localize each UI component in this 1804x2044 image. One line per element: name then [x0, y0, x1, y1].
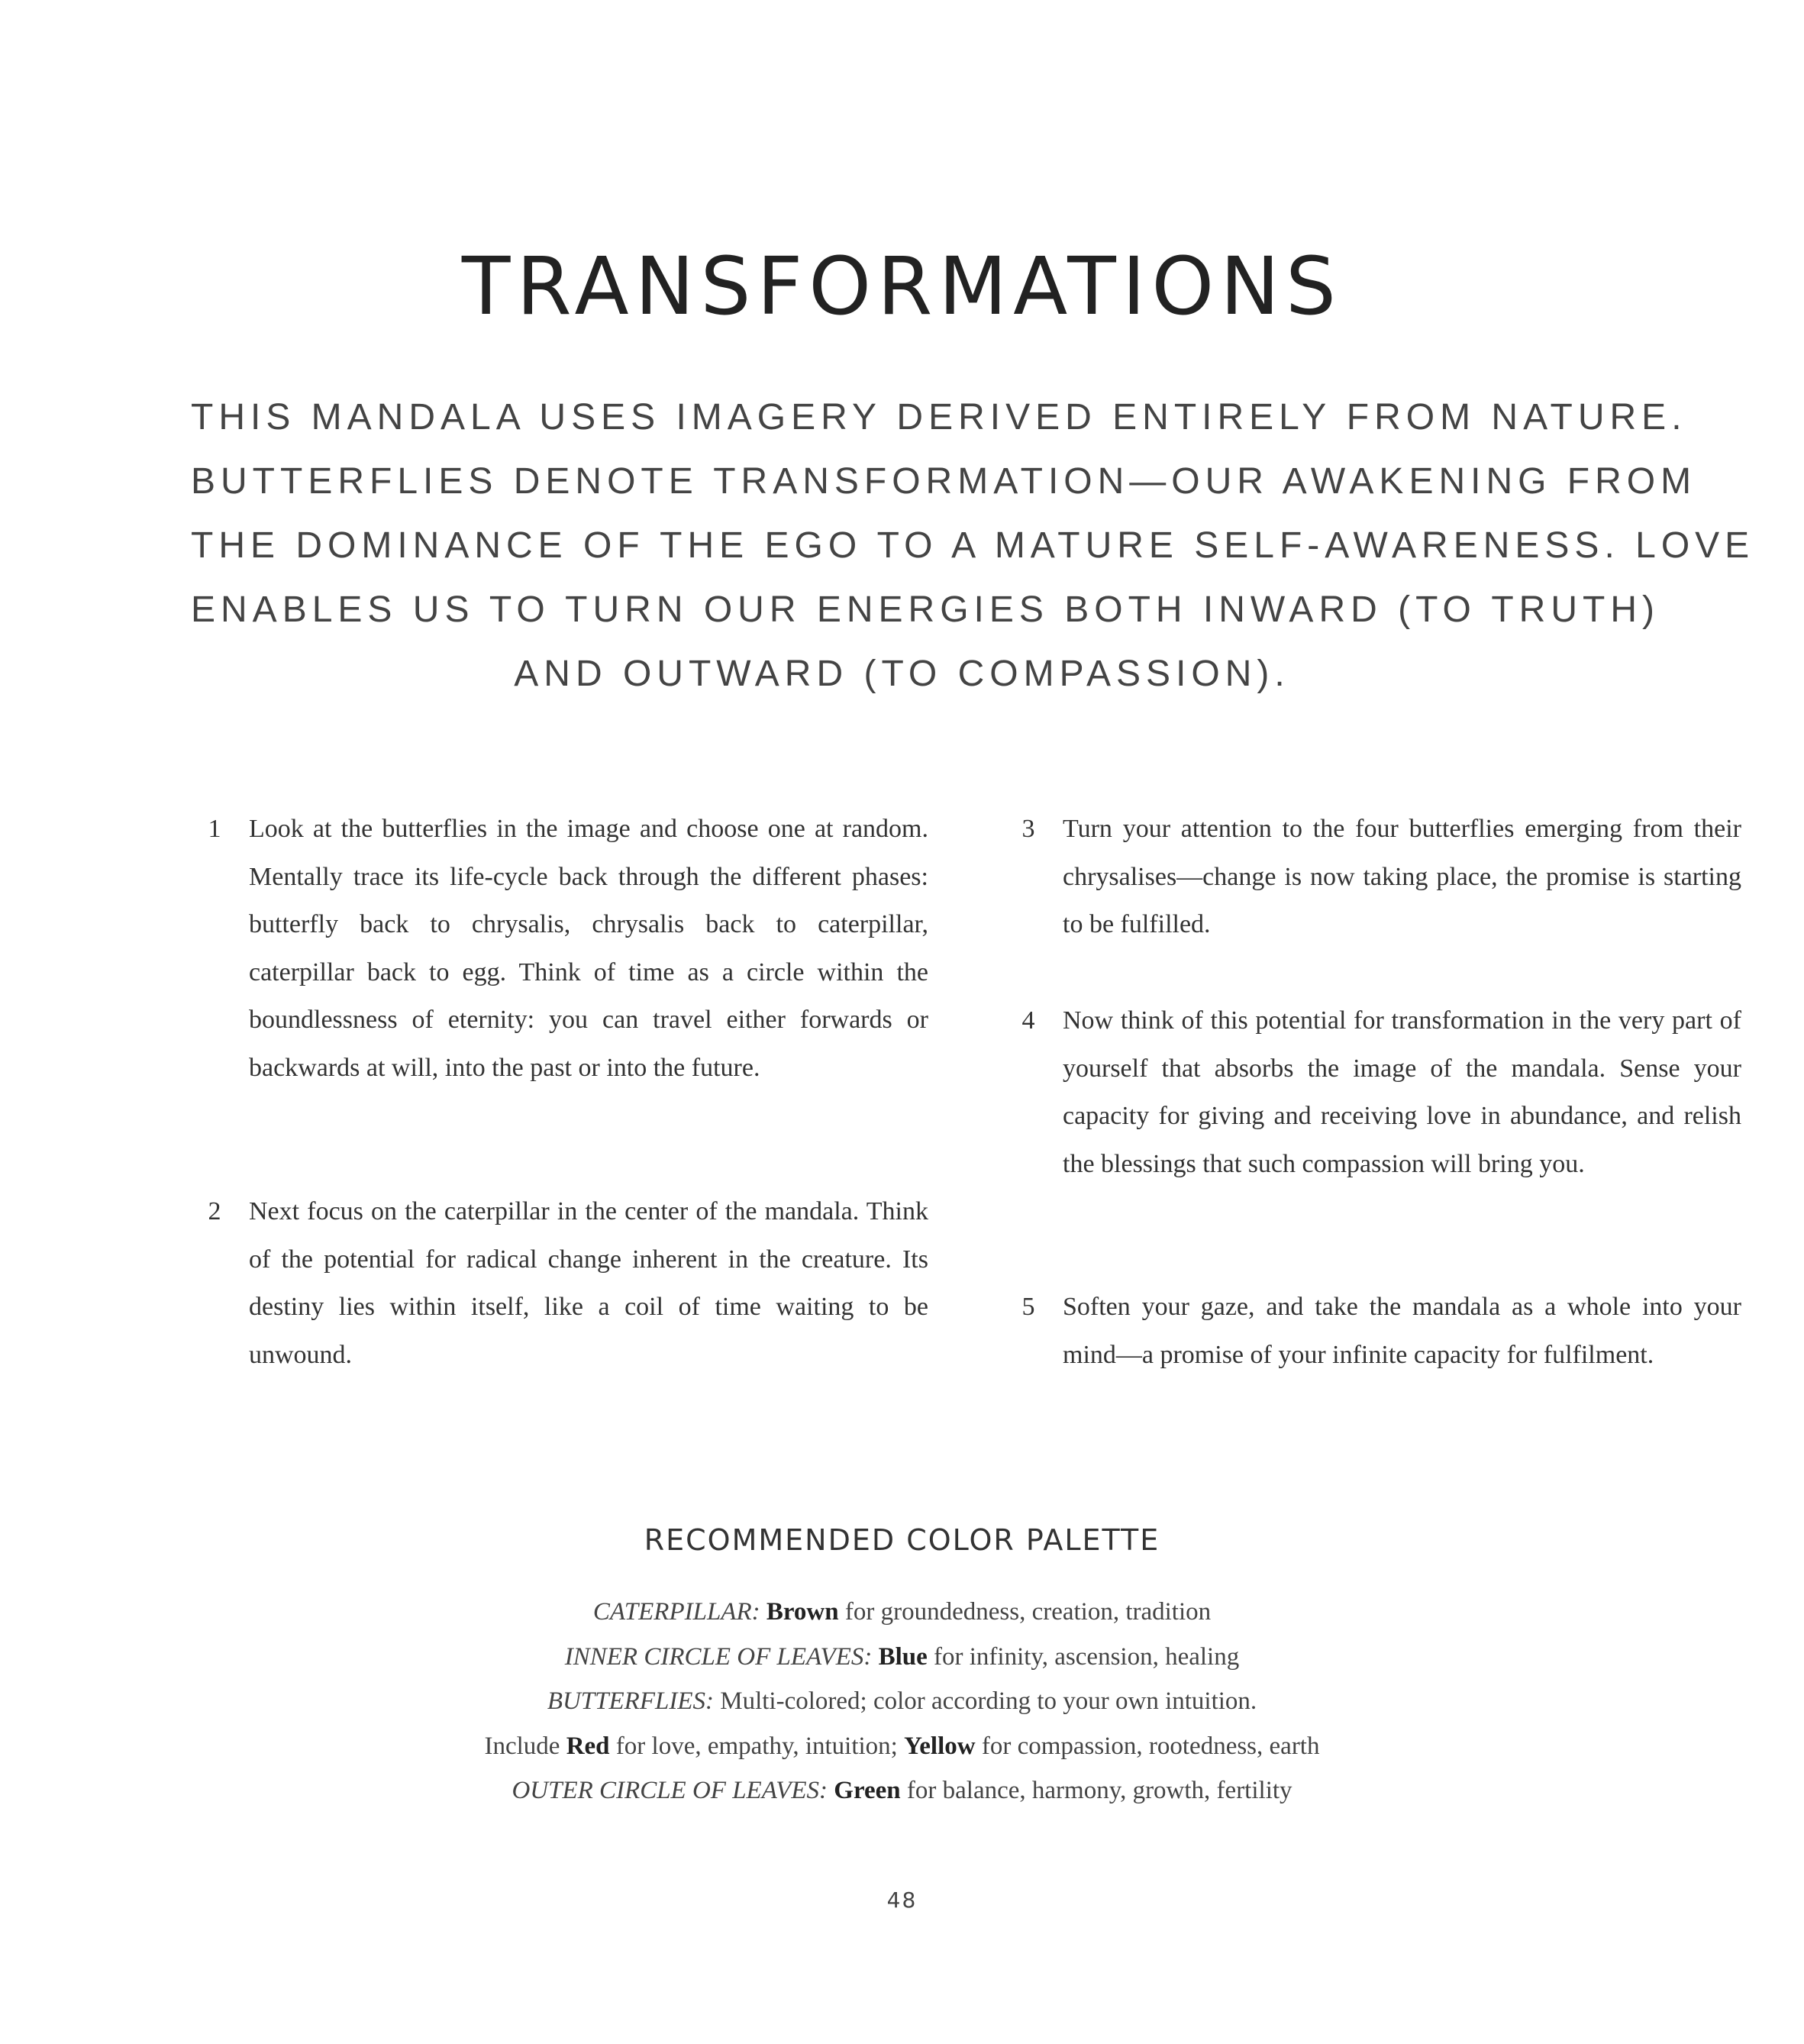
step-2	[208, 1188, 928, 1379]
page-title: TRANSFORMATIONS	[461, 240, 1343, 333]
palette-line-butterflies	[0, 1679, 1804, 1724]
intro-line: AND OUTWARD (TO COMPASSION).	[514, 654, 1290, 694]
palette-pre: Include	[484, 1732, 566, 1760]
palette-desc: for compassion, rootedness, earth	[975, 1732, 1320, 1760]
intro-line: THIS MANDALA USES IMAGERY DERIVED ENTIRELY FROM NATURE.	[191, 397, 1687, 438]
palette-heading: RECOMMENDED COLOR PALETTE	[644, 1523, 1160, 1557]
palette-desc: for infinity, ascension, healing	[927, 1642, 1240, 1671]
step-number: 2	[208, 1197, 221, 1225]
palette-label: CATERPILLAR:	[592, 1598, 760, 1626]
step-5	[1021, 1284, 1741, 1379]
step-text: Next focus on the caterpillar in the center of the mandala. Think of the potential for radical change inherent in the creature. Its destiny lies within itself, like a coil of time waiting to be unwound.	[249, 1197, 928, 1369]
palette-color: Brown	[766, 1598, 839, 1626]
intro-line: THE DOMINANCE OF THE EGO TO A MATURE SELF-AWARENESS. LOVE	[191, 525, 1755, 566]
palette-line-outer-leaves	[0, 1768, 1804, 1813]
palette-desc: Multi-colored; color according to your own intuition.	[713, 1687, 1257, 1715]
step-3	[1021, 806, 1741, 949]
palette-mid: for love, empathy, intuition;	[609, 1732, 905, 1760]
palette-line-caterpillar	[0, 1590, 1804, 1635]
page-number: 48	[886, 1887, 918, 1913]
intro-line: BUTTERFLIES DENOTE TRANSFORMATION—OUR AWAKENING FROM	[191, 461, 1697, 502]
intro-paragraph	[191, 386, 1755, 706]
step-text: Now think of this potential for transformation in the very part of yourself that absorbs the image of the mandala. Sense your capacity for giving and receiving love in abundance, and relish the blessings that such compassion will bring you.	[1063, 1006, 1741, 1178]
step-number: 5	[1021, 1293, 1035, 1321]
step-number: 1	[208, 815, 221, 843]
step-text: Soften your gaze, and take the mandala as a whole into your mind—a promise of your infinite capacity for fulfilment.	[1063, 1293, 1741, 1369]
intro-line: ENABLES US TO TURN OUR ENERGIES BOTH INWARD (TO TRUTH)	[191, 589, 1660, 630]
step-1	[208, 806, 928, 1093]
step-number: 4	[1021, 1006, 1035, 1035]
palette-desc: for balance, harmony, growth, fertility	[900, 1777, 1292, 1804]
palette-line-include	[0, 1724, 1804, 1769]
palette-list	[0, 1590, 1804, 1813]
palette-line-inner-leaves	[0, 1635, 1804, 1680]
palette-color: Green	[834, 1777, 901, 1804]
step-text: Turn your attention to the four butterflies emerging from their chrysalises—change is now taking place, the promise is starting to be fulfilled.	[1063, 815, 1741, 939]
palette-label: BUTTERFLIES:	[547, 1687, 714, 1715]
palette-label: INNER CIRCLE OF LEAVES:	[564, 1642, 873, 1671]
palette-color: Yellow	[904, 1732, 976, 1760]
step-number: 3	[1021, 815, 1035, 843]
step-text: Look at the butterflies in the image and choose one at random. Mentally trace its life-cycle back through the different phases: butterfly back to chrysalis, chrysalis back to caterpillar, caterpillar back to egg. Think of time as a circle within the boundlessness of eternity: you can travel either forwards or backwards at will, into the past or into the future.	[249, 815, 928, 1082]
palette-label: OUTER CIRCLE OF LEAVES:	[512, 1777, 828, 1804]
step-4	[1021, 997, 1741, 1188]
palette-color: Red	[566, 1732, 610, 1760]
palette-color: Blue	[878, 1642, 928, 1671]
palette-desc: for groundedness, creation, tradition	[838, 1598, 1212, 1626]
